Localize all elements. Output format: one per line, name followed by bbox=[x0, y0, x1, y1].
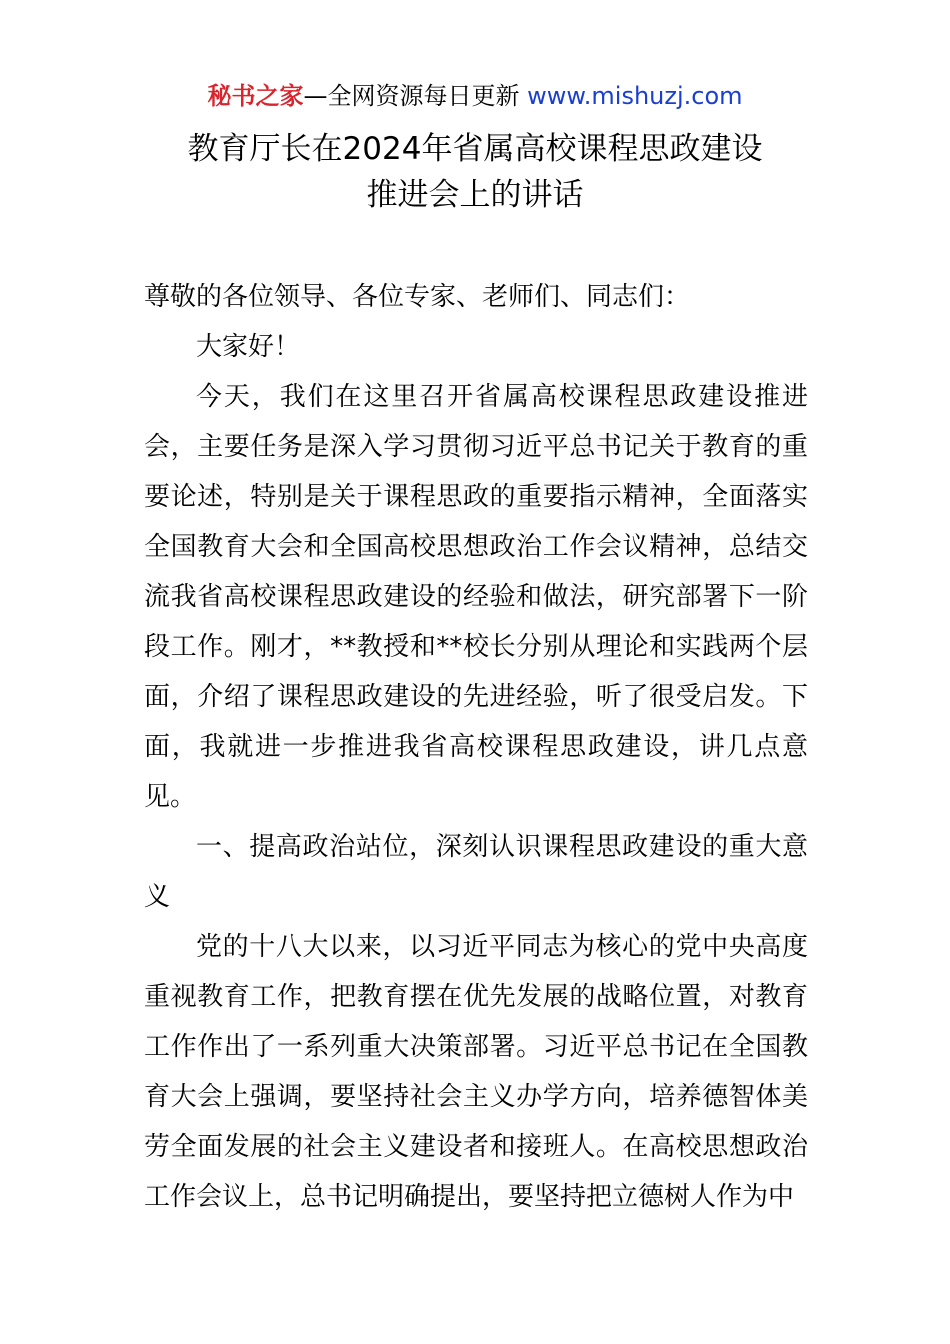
title-line-1: 教育厅长在2024年省属高校课程思政建设 bbox=[187, 131, 763, 167]
brand-name: 秘书之家 bbox=[207, 82, 304, 110]
paragraph-greeting: 大家好！ bbox=[196, 332, 301, 362]
site-url[interactable]: www.mishuzj.com bbox=[527, 82, 743, 110]
paragraph-section-1: 党的十八大以来，以习近平同志为核心的党中央高度重视教育工作，把教育摆在优先发展的战略位置，对教育工作作出了一系列重大决策部署。习近平总书记在全国教育大会上强调，要坚持社会主义办学方向，培养德智体美劳全面发展的社会主义建设者和接班人。在高校思想政治工作会议上，总书记明确提出，要坚持把立德树人作为中 bbox=[144, 932, 808, 1212]
header-tagline: —全网资源每日更新 bbox=[303, 82, 528, 110]
document-title bbox=[0, 126, 950, 218]
paragraph-intro: 今天，我们在这里召开省属高校课程思政建设推进会，主要任务是深入学习贯彻习近平总书记关于教育的重要论述，特别是关于课程思政的重要指示精神，全面落实全国教育大会和全国高校思想政治工作会议精神，总结交流我省高校课程思政建设的经验和做法，研究部署下一阶段工作。刚才，**教授和**校长分别从理论和实践两个层面，介绍了课程思政建设的先进经验，听了很受启发。下面，我就进一步推进我省高校课程思政建设，讲几点意见。 bbox=[144, 382, 808, 812]
document-body bbox=[144, 272, 808, 1222]
site-header bbox=[0, 80, 950, 112]
section-heading-1: 一、提高政治站位，深刻认识课程思政建设的重大意义 bbox=[144, 832, 808, 912]
salutation: 尊敬的各位领导、各位专家、老师们、同志们： bbox=[144, 282, 691, 312]
title-line-2: 推进会上的讲话 bbox=[366, 177, 584, 213]
